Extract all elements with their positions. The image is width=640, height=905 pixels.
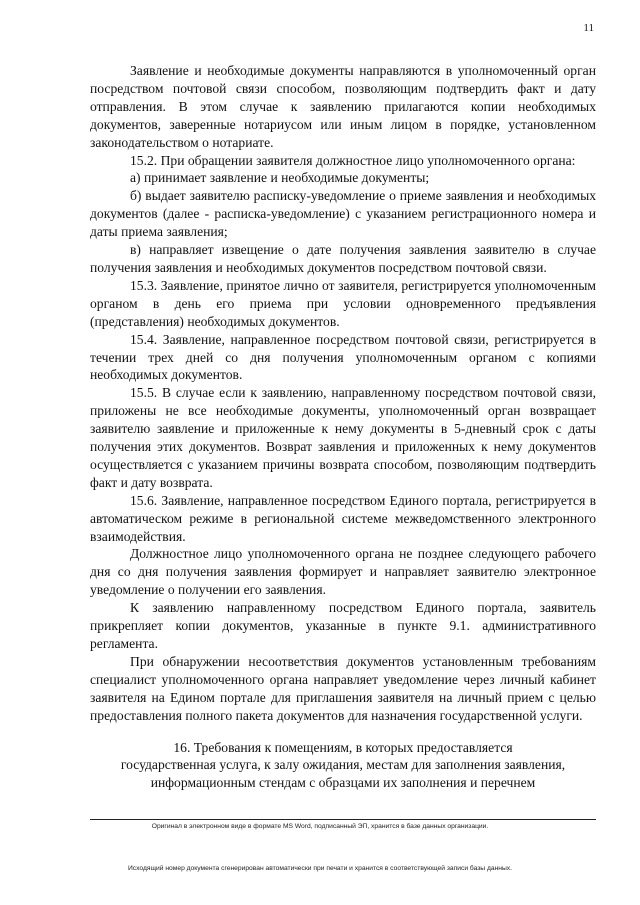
footer-divider [90, 819, 596, 820]
paragraph-15-2-b: б) выдает заявителю расписку-уведомление о приеме заявления и необходимых документов (далее - расписка-уведомление) с указанием регистрационного номера и даты приема заявления; [90, 188, 596, 240]
paragraph-15-6: 15.6. Заявление, направленное посредством Единого портала, регистрируется в автоматическом режиме в региональной системе межведомственного электронного взаимодействия. [90, 492, 596, 544]
footer-outgoing-number-note: Исходящий номер документа сгенерирован автоматически при печати и хранится в соответствующей записи базы данных. [128, 865, 512, 872]
section-heading-16 [90, 739, 596, 793]
section-heading-line: информационным стендам с образцами их заполнения и перечнем [150, 775, 536, 791]
paragraph-postal-submission: Заявление и необходимые документы направляются в уполномоченный орган посредством почтовой связи способом, позволяющим подтвердить факт и дату отправления. В этом случае к заявлению прилагаются копии необходимых документов, заверенные нотариусом или иным лицом в порядке, установленном законодательством о нотариате. [90, 63, 596, 150]
page-number: 11 [583, 22, 594, 34]
paragraph-15-5: 15.5. В случае если к заявлению, направленному посредством почтовой связи, приложены не все необходимые документы, уполномоченный орган возвращает заявителю заявление и приложенные к нему документы в 5-дневный срок с даты получения этих документов. Возврат заявления и приложенных к нему документов осуществляется с указанием причины возврата способом, позволяющим подтвердить факт и дату возврата. [90, 385, 596, 490]
paragraph-15-3: 15.3. Заявление, принятое лично от заявителя, регистрируется уполномоченным органом в день его приема при условии одновременного предъявления (представления) необходимых документов. [90, 277, 596, 329]
paragraph-15-4: 15.4. Заявление, направленное посредством почтовой связи, регистрируется в течении трех дней со дня получения уполномоченным органом с копиями необходимых документов. [90, 331, 596, 383]
footer-original-note: Оригинал в электронном виде в формате MS Word, подписанный ЭП, хранится в базе данных организации. [151, 823, 489, 830]
section-heading-line: 16. Требования к помещениям, в которых предоставляется [173, 739, 513, 755]
paragraph-notification: Должностное лицо уполномоченного органа не позднее следующего рабочего дня со дня получения заявления формирует и направляет заявителю электронное уведомление о получении его заявления. [90, 546, 596, 598]
section-heading-line: государственная услуга, к залу ожидания, местам для заполнения заявления, [120, 757, 566, 773]
paragraph-15-2: 15.2. При обращении заявителя должностное лицо уполномоченного органа: [130, 152, 576, 168]
paragraph-nonconformity: При обнаружении несоответствия документов установленным требованиям специалист уполномоченного органа направляет уведомление через личный кабинет заявителя на Едином портале для приглашения заявителя на личный прием с целью предоставления полного пакета документов для назначения государственной услуги. [90, 653, 596, 723]
paragraph-15-2-a: а) принимает заявление и необходимые документы; [130, 170, 430, 186]
document-body [90, 62, 596, 792]
paragraph-15-2-v: в) направляет извещение о дате получения заявления заявителю в случае получения заявления и необходимых документов посредством почтовой связи. [90, 242, 596, 275]
paragraph-portal-attachments: К заявлению направленному посредством Единого портала, заявитель прикрепляет копии документов, указанные в пункте 9.1. административного регламента. [90, 600, 596, 651]
